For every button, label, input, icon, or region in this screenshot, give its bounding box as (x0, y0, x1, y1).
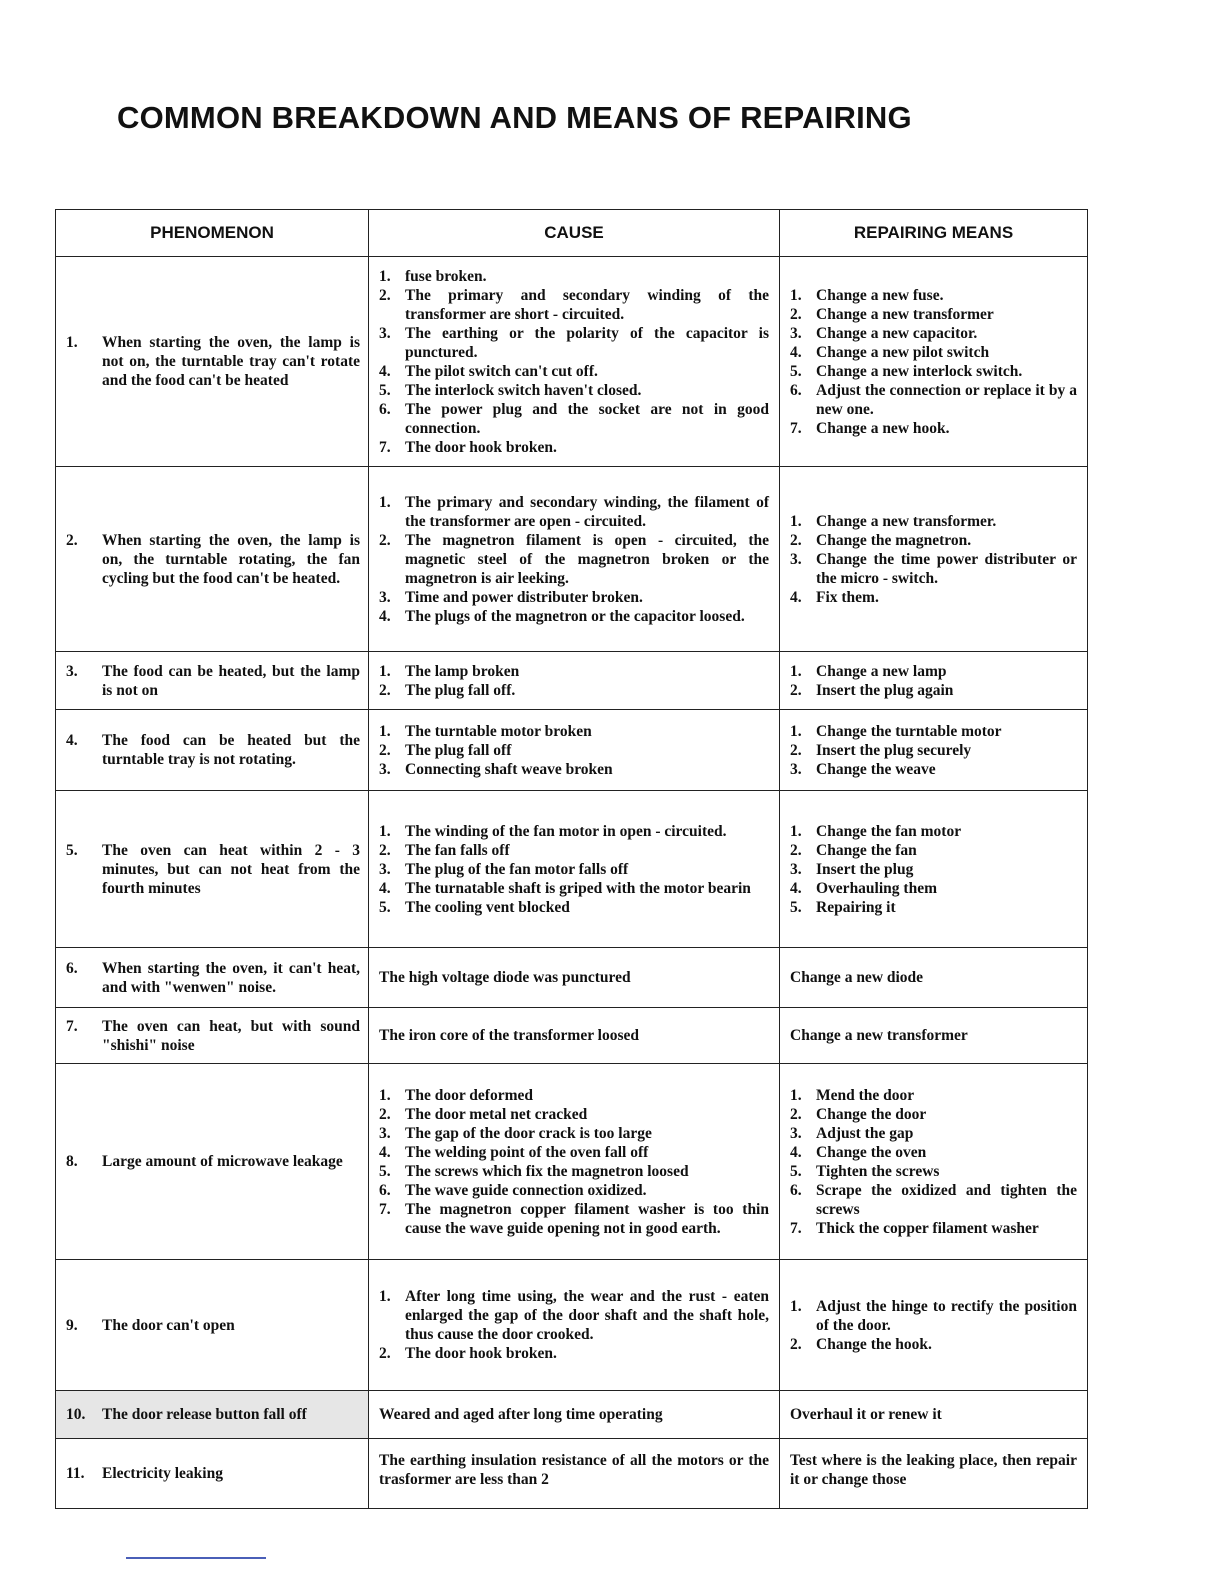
table-row (56, 652, 1088, 710)
repair-list (790, 822, 1077, 917)
phenomenon-cell (56, 257, 369, 467)
row-number: 9. (66, 1316, 78, 1334)
cause-list (379, 267, 769, 457)
list-item: 4. The pilot switch can't cut off. (379, 362, 598, 380)
repair-cell (780, 1391, 1088, 1439)
cause-cell (369, 467, 780, 652)
phenomenon-text: The oven can heat within 2 - 3 minutes, but can not heat from the fourth minutes (102, 841, 360, 897)
repair-cell (780, 467, 1088, 652)
table-row (56, 1064, 1088, 1260)
table-row (56, 467, 1088, 652)
list-item: 3. Change a new capacitor. (790, 324, 978, 342)
cause-text: The high voltage diode was punctured (379, 969, 631, 986)
bottom-divider (126, 1557, 266, 1559)
repair-cell (780, 1064, 1088, 1260)
cause-cell (369, 1439, 780, 1509)
cause-cell (369, 1260, 780, 1391)
row-number: 11. (66, 1465, 85, 1482)
list-item: 1. The door deformed (379, 1086, 534, 1104)
list-item: 6. Adjust the connection or replace it by a new one. (790, 381, 1077, 418)
cause-cell (369, 1391, 780, 1439)
phenomenon-text: Large amount of microwave leakage (102, 1153, 343, 1170)
phenomenon-cell (56, 652, 369, 710)
row-number: 6. (66, 959, 78, 977)
repair-text: Overhaul it or renew it (790, 1406, 942, 1423)
phenomenon-text: The food can be heated but the turntable tray is not rotating. (102, 732, 360, 768)
list-item: 2. Change the magnetron. (790, 531, 972, 549)
list-item: 2. The door hook broken. (379, 1345, 557, 1362)
table-row (56, 948, 1088, 1008)
list-item: 5. Repairing it (790, 898, 896, 916)
list-item: 4. Fix them. (790, 588, 879, 606)
phenomenon-cell (56, 467, 369, 652)
cause-cell (369, 1064, 780, 1260)
cause-cell (369, 257, 780, 467)
list-item: 1. The winding of the fan motor in open - circuited. (379, 822, 727, 840)
cause-text: The iron core of the transformer loosed (379, 1027, 640, 1044)
row-number: 4. (66, 732, 78, 749)
list-item: 7. The door hook broken. (379, 438, 557, 456)
cause-list (379, 1086, 769, 1238)
list-item: 3. Insert the plug (790, 860, 914, 878)
cause-cell (369, 1008, 780, 1064)
cause-list (379, 493, 769, 626)
table-row (56, 791, 1088, 948)
list-item: 1. Adjust the hinge to rectify the position of the door. (790, 1297, 1077, 1334)
list-item: 2. The magnetron filament is open - circuited, the magnetic steel of the magnetron broken or the magnetron is air leeking. (379, 531, 769, 587)
table-row (56, 1439, 1088, 1509)
phenomenon-cell (56, 1260, 369, 1391)
repair-cell (780, 1008, 1088, 1064)
list-item: 3. Change the weave (790, 760, 936, 778)
repair-text: Test where is the leaking place, then repair it or change those (790, 1452, 1077, 1488)
list-item: 2. Change a new transformer (790, 305, 994, 323)
list-item: 4. Change a new pilot switch (790, 343, 990, 361)
header-phenomenon: PHENOMENON (56, 210, 369, 257)
list-item: 4. The plugs of the magnetron or the capacitor loosed. (379, 607, 745, 625)
list-item: 3. The gap of the door crack is too large (379, 1124, 652, 1142)
phenomenon-cell (56, 1439, 369, 1509)
list-item: 2. Change the hook. (790, 1335, 932, 1353)
phenomenon-text: The door release button fall off (102, 1406, 307, 1423)
repair-text: Change a new transformer (790, 1027, 968, 1044)
phenomenon-cell (56, 1391, 369, 1439)
list-item: 2. The primary and secondary winding of the transformer are short - circuited. (379, 286, 769, 323)
repair-cell (780, 710, 1088, 791)
row-number: 8. (66, 1153, 78, 1170)
row-number: 10. (66, 1406, 86, 1423)
repair-cell (780, 948, 1088, 1008)
header-cause: CAUSE (369, 210, 780, 257)
cause-cell (369, 710, 780, 791)
page-title: COMMON BREAKDOWN AND MEANS OF REPAIRING (117, 100, 912, 135)
phenomenon-text: The door can't open (102, 1316, 235, 1334)
list-item: 2. The door metal net cracked (379, 1105, 588, 1123)
repair-text: Change a new diode (790, 969, 924, 986)
table-row (56, 257, 1088, 467)
phenomenon-text: When starting the oven, it can't heat, and with "wenwen" noise. (102, 959, 360, 996)
list-item: 2. The plug fall off. (379, 681, 516, 699)
list-item: 1. Change a new fuse. (790, 286, 944, 304)
list-item: 2. Change the fan (790, 841, 917, 859)
list-item: 3. Adjust the gap (790, 1124, 914, 1142)
phenomenon-text: The food can be heated, but the lamp is not on (102, 662, 360, 699)
list-item: 2. Insert the plug securely (790, 741, 972, 759)
list-item: 1. fuse broken. (379, 267, 487, 285)
list-item: 7. Change a new hook. (790, 419, 950, 437)
list-item: 1. The primary and secondary winding, the filament of the transformer are open - circuited. (379, 493, 769, 530)
list-item: 3. The earthing or the polarity of the capacitor is punctured. (379, 324, 769, 361)
list-item: 1. Change a new lamp (790, 662, 947, 680)
list-item: 5. The screws which fix the magnetron loosed (379, 1162, 689, 1180)
cause-cell (369, 791, 780, 948)
repair-list (790, 722, 1077, 779)
list-item: 2. Change the door (790, 1105, 927, 1123)
table-row (56, 1008, 1088, 1064)
row-number: 2. (66, 531, 78, 549)
list-item: 5. The interlock switch haven't closed. (379, 381, 642, 399)
repair-cell (780, 1260, 1088, 1391)
cause-text: The earthing insulation resistance of all the motors or the trasformer are less than 2 (379, 1452, 769, 1488)
list-item: 3. Connecting shaft weave broken (379, 760, 613, 778)
row-number: 7. (66, 1017, 78, 1035)
phenomenon-cell (56, 1064, 369, 1260)
phenomenon-text: Electricity leaking (102, 1465, 223, 1482)
list-item: 3. Time and power distributer broken. (379, 588, 643, 606)
list-item: 1. After long time using, the wear and the rust - eaten enlarged the gap of the door shaft and the shaft hole, thus cause the door crooked. (379, 1288, 769, 1343)
list-item: 4. Overhauling them (790, 879, 937, 897)
list-item: 4. The turnatable shaft is griped with the motor bearin (379, 879, 751, 897)
repair-cell (780, 652, 1088, 710)
phenomenon-cell (56, 791, 369, 948)
table-row (56, 1260, 1088, 1391)
cause-list (379, 1287, 769, 1363)
list-item: 2. The fan falls off (379, 841, 510, 859)
repair-list (790, 662, 1077, 700)
list-item: 3. Change the time power distributer or the micro - switch. (790, 550, 1077, 587)
table-row (56, 1391, 1088, 1439)
list-item: 2. Insert the plug again (790, 681, 954, 699)
row-number: 3. (66, 662, 78, 680)
repair-list (790, 286, 1077, 438)
list-item: 4. Change the oven (790, 1143, 927, 1161)
repair-table (55, 209, 1088, 1509)
repair-cell (780, 1439, 1088, 1509)
row-number: 1. (66, 334, 78, 351)
list-item: 1. Change the turntable motor (790, 722, 1002, 740)
table-row (56, 710, 1088, 791)
list-item: 6. The power plug and the socket are not in good connection. (379, 400, 769, 437)
cause-list (379, 662, 769, 700)
cause-text: Weared and aged after long time operating (379, 1406, 663, 1423)
list-item: 1. The lamp broken (379, 662, 520, 680)
list-item: 6. Scrape the oxidized and tighten the screws (790, 1181, 1077, 1218)
repair-list (790, 512, 1077, 607)
list-item: 1. Mend the door (790, 1086, 915, 1104)
cause-cell (369, 652, 780, 710)
phenomenon-text: When starting the oven, the lamp is on, the turntable rotating, the fan cycling but the food can't be heated. (102, 531, 360, 587)
list-item: 3. The plug of the fan motor falls off (379, 860, 629, 878)
list-item: 2. The plug fall off (379, 741, 512, 759)
cause-list (379, 822, 769, 917)
list-item: 1. Change the fan motor (790, 822, 962, 840)
table-header-row (56, 210, 1088, 257)
list-item: 7. The magnetron copper filament washer is too thin cause the wave guide opening not in good earth. (379, 1200, 769, 1237)
list-item: 4. The welding point of the oven fall off (379, 1143, 649, 1161)
list-item: 5. The cooling vent blocked (379, 898, 570, 916)
list-item: 7. Thick the copper filament washer (790, 1219, 1039, 1237)
phenomenon-cell (56, 710, 369, 791)
list-item: 5. Change a new interlock switch. (790, 362, 1023, 380)
header-repairing-means: REPAIRING MEANS (780, 210, 1088, 257)
list-item: 1. Change a new transformer. (790, 512, 997, 530)
repair-cell (780, 791, 1088, 948)
phenomenon-cell (56, 1008, 369, 1064)
cause-cell (369, 948, 780, 1008)
repair-cell (780, 257, 1088, 467)
repair-list (790, 1297, 1077, 1354)
phenomenon-cell (56, 948, 369, 1008)
phenomenon-text: The oven can heat, but with sound "shishi" noise (102, 1017, 360, 1054)
repair-list (790, 1086, 1077, 1238)
list-item: 5. Tighten the screws (790, 1162, 940, 1180)
list-item: 6. The wave guide connection oxidized. (379, 1181, 647, 1199)
row-number: 5. (66, 841, 78, 859)
phenomenon-text: When starting the oven, the lamp is not on, the turntable tray can't rotate and the food can't be heated (102, 334, 360, 389)
list-item: 1. The turntable motor broken (379, 722, 592, 740)
cause-list (379, 722, 769, 779)
